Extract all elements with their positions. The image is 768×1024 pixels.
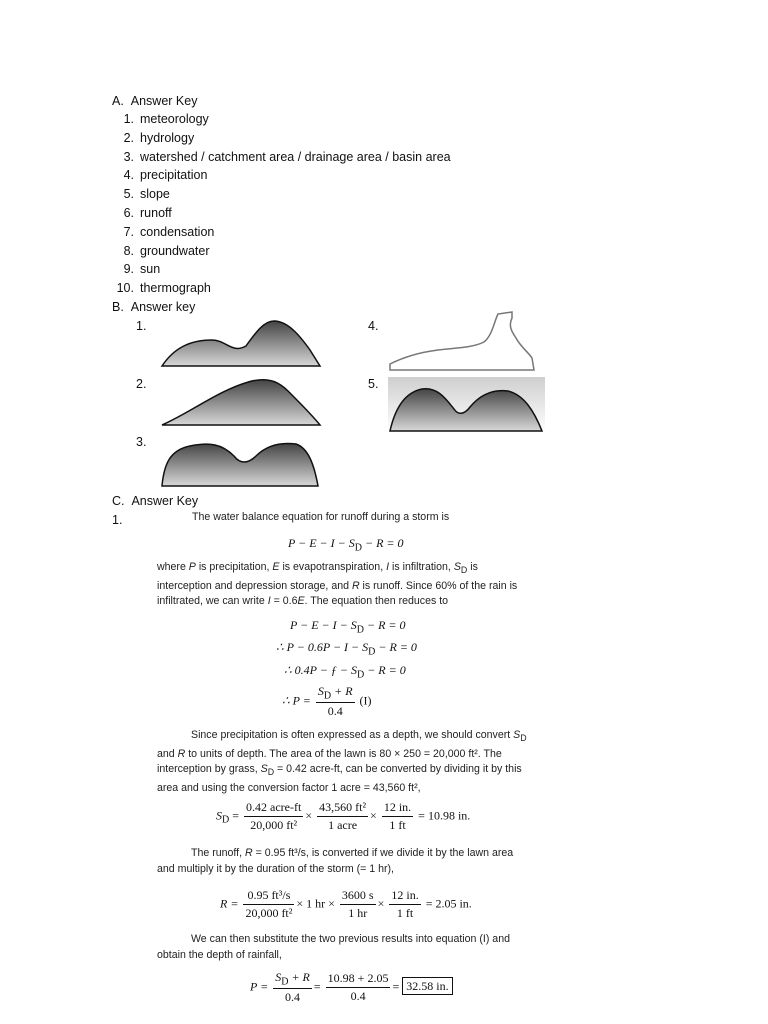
paragraph-3 — [157, 846, 529, 877]
list-item-number: 9. — [123, 262, 134, 277]
paragraph-4: We can then substitute the two previous results into equation (I) and obtain the depth of rainfall, — [157, 933, 510, 961]
text-span: R — [351, 579, 360, 592]
text-span: P — [188, 561, 196, 573]
eq-sub: D — [356, 624, 364, 636]
equation-5 — [282, 684, 372, 719]
figure-label-2: 2. — [136, 377, 147, 391]
frac-num: 3600 s — [340, 888, 376, 905]
fraction — [389, 888, 420, 921]
equation-tag: (I) — [359, 693, 372, 708]
fraction — [316, 684, 355, 719]
eq-tail: − R = 0 — [375, 640, 417, 654]
problem-number: 1. — [112, 513, 123, 527]
frac-num: 12 in. — [389, 888, 420, 905]
watershed-shape-4 — [388, 308, 540, 374]
text-span: = 0.95 ft³/s, is converted if we divide it by the lawn area and multiply it by the duration of the storm (= 1 hr), — [157, 847, 514, 875]
list-item-text: sun — [140, 262, 161, 277]
list-item-number: 6. — [123, 205, 134, 220]
equation-2 — [290, 618, 406, 635]
list-item-text: groundwater — [140, 243, 210, 258]
frac-num: 0.42 acre-ft — [244, 800, 303, 817]
list-item — [112, 206, 451, 225]
list-item — [112, 131, 451, 150]
text-span: I — [386, 561, 390, 573]
figure-label-4: 4. — [368, 319, 379, 333]
eq-body: ∴ P − 0.6P − I − S — [276, 640, 369, 654]
frac-num: 12 in. — [382, 800, 413, 817]
paragraph-2 — [157, 728, 529, 796]
frac-den: 0.4 — [327, 704, 343, 719]
list-item — [112, 168, 451, 187]
watershed-shape-2 — [160, 375, 322, 427]
eq-sub: D — [368, 646, 376, 658]
equation-6: $S_D$ = $\frac{\text{0.42 acre-ft}}{\text{20,000 ft²}}$ × $\frac{\text{43,560 ft²}}{\text{1 acre}}$ × $\frac{12 in.}{1 ft}$ = 10.98 in. — [216, 800, 471, 832]
list-item-text: runoff — [140, 205, 172, 220]
eq-tail: − R = 0 — [364, 663, 406, 677]
frac-num: 43,560 ft² — [317, 800, 368, 817]
eq-equals: = — [229, 808, 240, 823]
eq-sub: D — [356, 669, 365, 681]
text-span: R — [244, 847, 253, 859]
fraction — [317, 800, 368, 833]
list-item-number: 8. — [123, 243, 134, 258]
frac-den: 0.4 — [285, 990, 301, 1005]
frac-den: 20,000 ft² — [245, 906, 293, 920]
text-span: S — [260, 763, 268, 776]
text-span: is infiltration, — [389, 561, 454, 573]
frac-den: 1 acre — [328, 818, 358, 832]
frac-num-sub: D — [281, 976, 289, 988]
intro-text: The water balance equation for runoff during a storm is — [192, 511, 450, 523]
eq-result: = 10.98 in. — [418, 808, 471, 823]
frac-den: 1 hr — [348, 906, 368, 920]
eq-lhs: ∴ P = — [282, 693, 311, 708]
list-item-text: hydrology — [140, 130, 195, 145]
list-item-text: watershed / catchment area / drainage area / basin area — [140, 149, 451, 164]
text-span: D — [520, 733, 527, 744]
eq-tail: − R = 0 — [363, 618, 406, 632]
text-span: to units of depth. The area of the lawn is 80 × 250 = 20,000 ft². The interception by grass, — [157, 747, 502, 776]
list-item — [112, 244, 451, 263]
frac-num: 0.95 ft³/s — [243, 888, 294, 905]
list-item-number: 3. — [123, 149, 134, 164]
watershed-shape-1 — [160, 318, 322, 368]
text-span: = 0.42 acre-ft, can be converted by dividing it by this area and using the conversion factor 1 acre = 43,560 ft², — [157, 763, 522, 794]
watershed-shape-3 — [160, 434, 322, 488]
frac-num: S — [317, 684, 324, 698]
eq1-body: P − E − I − S — [288, 536, 355, 550]
fraction — [244, 800, 303, 833]
eq-lhs-sub: D — [222, 814, 230, 826]
equation-4 — [284, 663, 406, 680]
list-item — [112, 187, 451, 206]
equation-3 — [276, 640, 417, 657]
equation-7: R = $\frac{\text{0.95 ft³/s}}{\text{20,000 ft²}}$ × 1 hr × $\frac{3600 s}{1 hr}$ × $\frac{12 in.}{1 ft}$ = 2.05 in. — [220, 888, 472, 920]
figure-label-5: 5. — [368, 377, 379, 391]
section-a-heading: A. Answer Key — [112, 94, 198, 108]
fraction — [382, 800, 413, 833]
text-span: where — [157, 561, 189, 573]
text-span: I — [267, 595, 271, 608]
text-span: D — [460, 565, 468, 576]
list-item-text: slope — [140, 187, 170, 202]
list-item-number: 4. — [123, 168, 134, 183]
text-span: is precipitation, — [195, 561, 273, 573]
eq-lhs: R = — [220, 896, 239, 911]
eq-lhs: S — [216, 808, 222, 823]
frac-den: 1 ft — [396, 906, 414, 920]
eq1-tail: − R = 0 — [361, 536, 404, 550]
fraction — [243, 888, 294, 921]
fraction — [340, 888, 376, 921]
list-item-text: meteorology — [140, 112, 209, 126]
text-span: The runoff, — [191, 847, 245, 859]
section-a-list — [112, 112, 451, 300]
paragraph-1 — [157, 560, 529, 610]
final-answer-box: 32.58 in. — [402, 977, 452, 995]
frac-den: 1 ft — [389, 818, 406, 832]
text-span: Since precipitation is often expressed as a depth, we should convert — [191, 729, 514, 741]
watershed-shape-5 — [388, 377, 545, 433]
list-item-number: 10. — [116, 281, 134, 296]
section-c-heading: C. Answer Key — [112, 494, 199, 508]
figure-label-3: 3. — [136, 435, 147, 449]
frac-den: 0.4 — [350, 989, 366, 1004]
eq-lhs: P = — [250, 979, 269, 994]
frac-den: 20,000 ft² — [250, 818, 298, 832]
text-span: is interception and depression storage, and — [157, 561, 478, 592]
list-item — [112, 112, 451, 131]
list-item-number: 1. — [123, 112, 134, 126]
list-item — [112, 262, 451, 281]
text-span: . The equation then reduces to — [304, 595, 449, 608]
list-item-text: thermograph — [140, 281, 211, 296]
list-item-text: condensation — [140, 224, 215, 239]
eq-body: ∴ 0.4P − ƒ − S — [284, 663, 357, 677]
text-span: and — [157, 747, 178, 760]
frac-num: S — [275, 970, 282, 984]
equation-1 — [288, 536, 404, 553]
text-span: D — [267, 767, 275, 778]
list-item-number: 5. — [123, 187, 134, 202]
fraction — [326, 971, 391, 1004]
eq-result: = 2.05 in. — [425, 896, 472, 911]
eq-mid: × 1 hr × — [296, 896, 335, 911]
section-b-heading: B. Answer key — [112, 300, 196, 314]
frac-num-tail: + R — [331, 684, 353, 698]
eq1-sub: D — [354, 542, 362, 554]
frac-num-sub: D — [323, 690, 332, 702]
text-span: E — [272, 561, 280, 573]
text-span: = 0.6 — [270, 595, 298, 608]
frac-num: 10.98 + 2.05 — [326, 971, 391, 988]
text-span: E — [297, 595, 305, 608]
fraction — [273, 970, 312, 1005]
text-span: is evapotranspiration, — [279, 561, 387, 573]
figure-label-1: 1. — [136, 319, 147, 333]
list-item-text: precipitation — [140, 168, 208, 183]
frac-num-tail: + R — [288, 970, 310, 984]
equation-8: P = $\frac{S_D + R}{0.4}$ = $\frac{10.98 + 2.05}{0.4}$ = 32.58 in. — [250, 970, 453, 1005]
list-item — [112, 150, 451, 169]
text-span: S — [453, 561, 461, 573]
list-item — [112, 225, 451, 244]
list-item — [112, 281, 451, 300]
text-span: S — [513, 729, 521, 741]
list-item-number: 2. — [123, 130, 134, 145]
text-span: R — [177, 747, 186, 760]
text-span: is runoff. Since 60% of the rain is infiltrated, we can write — [157, 579, 518, 608]
list-item-number: 7. — [123, 224, 134, 239]
eq-body: P − E − I − S — [290, 618, 357, 632]
